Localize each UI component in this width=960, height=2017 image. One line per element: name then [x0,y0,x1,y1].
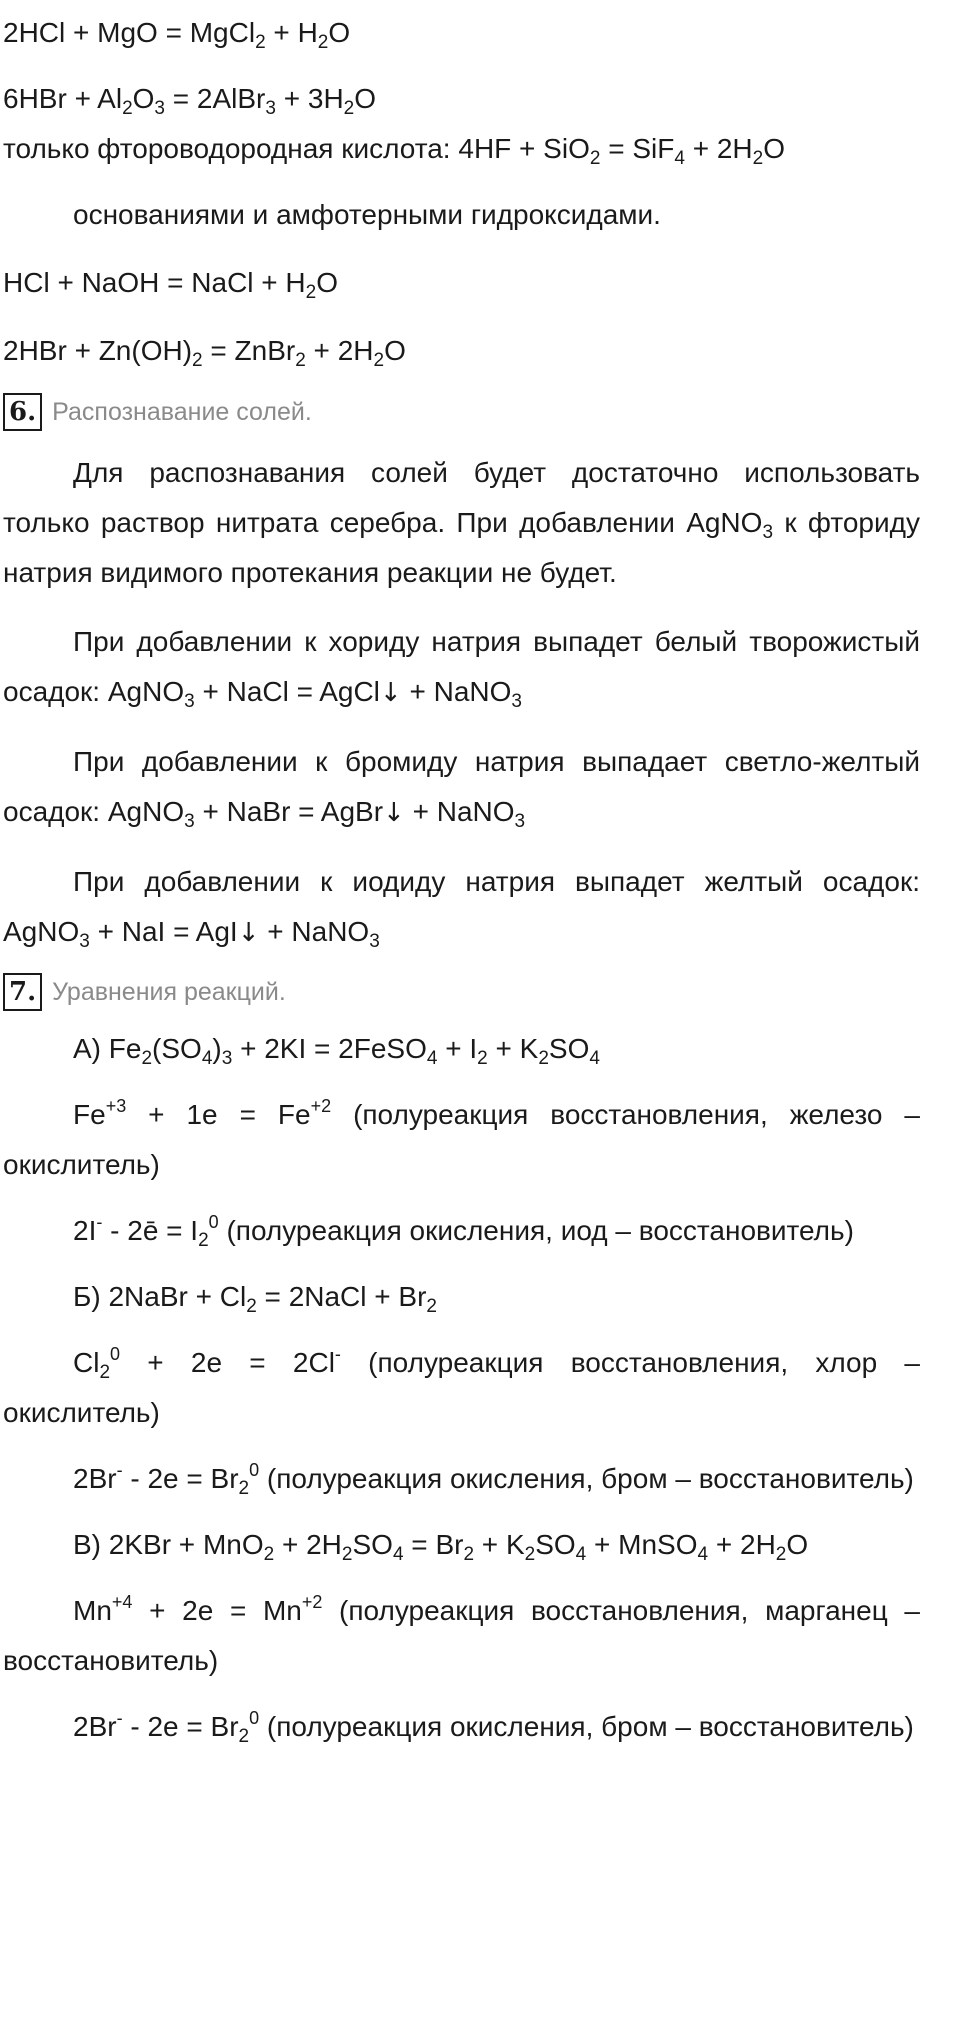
reaction-hcl-naoh [3,258,920,308]
eq-text: + I [437,1033,478,1064]
superscript: +4 [111,1592,133,1612]
eq-text: Б) 2NaBr + Cl [73,1281,247,1312]
half-reaction-iodine [3,1206,920,1256]
equation-b [3,1272,920,1322]
para-text: к фториду натрия видимого протекания реакции не будет. [3,507,920,588]
section-title: Распознавание солей. [52,398,312,426]
subscript: 4 [392,1544,404,1565]
subscript: 2 [343,98,355,119]
subscript: 3 [79,931,90,952]
subscript: 3 [511,691,522,712]
eq-text: O [316,267,338,298]
eq-text: Cl [73,1347,100,1378]
subscript: 4 [575,1544,587,1565]
eq-text: + 2e = Mn [132,1595,302,1626]
subscript: 4 [426,1048,438,1069]
eq-text: = SiF [600,133,675,164]
para-text: + NaBr = AgBr [194,796,384,827]
subscript: 2 [263,1544,275,1565]
half-reaction-fe [3,1090,920,1190]
eq-text: O [354,83,377,114]
subscript: 2 [122,98,133,119]
eq-text: - 2e = Br [122,1463,239,1494]
subscript: 3 [369,931,380,952]
superscript: 0 [110,1344,121,1364]
subscript: 3 [154,98,165,119]
subscript: 3 [265,98,276,119]
subscript: 3 [514,811,526,832]
para-text: При добавлении к иодиду натрия выпадет желтый осадок: AgNO [3,866,920,947]
eq-text: O [786,1529,809,1560]
superscript: - [116,1460,123,1480]
subscript: 2 [524,1544,536,1565]
eq-text: + MnSO [586,1529,698,1560]
eq-text: 2HCl + MgO = MgCl [3,17,256,48]
eq-text: + 2H [305,335,374,366]
eq-text: Fe [73,1099,106,1130]
superscript: 0 [208,1212,219,1232]
eq-text: + K [487,1033,539,1064]
eq-text: В) 2KBr + MnO [73,1529,264,1560]
document-page [0,8,920,1752]
paragraph-nai [3,857,920,958]
eq-text: (полуреакция окисления, бром – восстановитель) [259,1711,914,1742]
superscript: +2 [310,1096,332,1116]
subscript: 4 [697,1544,709,1565]
eq-text: + 2e = 2Cl [120,1347,335,1378]
subscript: 2 [295,350,306,371]
eq-text: O [328,17,351,48]
subscript: 2 [255,32,266,53]
bases-heading-text: основаниями и амфотерными гидроксидами. [73,199,661,230]
para-text: При добавлении к хориду натрия выпадет белый творожистый осадок: AgNO [3,626,920,707]
precipitate-arrow-icon: ↓ [237,918,260,948]
para-text: + NaNO [259,916,370,947]
para-text: + NaCl = AgCl [194,676,380,707]
subscript: 2 [589,148,601,169]
eq-text: = Br [403,1529,464,1560]
subscript: 2 [246,1296,257,1317]
eq-text: (SO [152,1033,202,1064]
reaction-hbr-al2o3 [3,74,920,124]
eq-text: (полуреакция окисления, бром – восстановитель) [259,1463,914,1494]
eq-text: SO [548,1033,590,1064]
section-number-box: 7. [3,973,42,1011]
eq-text: Mn [73,1595,112,1626]
subscript: 4 [589,1048,600,1069]
eq-text: SO [352,1529,393,1560]
subscript: 2 [198,1230,209,1251]
eq-text: - 2ē = I [102,1215,199,1246]
section-title: Уравнения реакций. [52,978,286,1006]
reaction-hcl-mgo [3,8,920,58]
superscript: +3 [105,1096,127,1116]
subscript: 2 [477,1048,488,1069]
eq-text: + 1e = Fe [126,1099,311,1130]
subscript: 2 [426,1296,437,1317]
paragraph-nabr [3,737,920,838]
subscript: 2 [192,350,203,371]
subscript: 3 [762,522,774,543]
eq-text: O [132,83,155,114]
subscript: 2 [238,1478,250,1499]
eq-text: + 3H [275,83,344,114]
eq-text: только фтороводородная кислота: 4HF + SiO [3,133,590,164]
subscript: 2 [317,32,329,53]
para-text: + NaNO [401,676,512,707]
eq-text: А) Fe [73,1033,142,1064]
eq-text: (полуреакция восстановления, хлор – окислитель) [3,1347,921,1428]
paragraph-silver-nitrate [3,448,920,598]
eq-text: = 2NaCl + Br [256,1281,427,1312]
eq-text: O [763,133,785,164]
eq-text: (полуреакция окисления, иод – восстановитель) [218,1215,854,1246]
eq-text: 6HBr + Al [3,83,123,114]
subscript: 2 [341,1544,353,1565]
eq-text: + 2H [274,1529,342,1560]
subscript: 2 [305,282,317,303]
section-7-header [3,970,920,1014]
eq-text: 2HBr + Zn(OH) [3,335,193,366]
eq-text: 2I [73,1215,97,1246]
subscript: 2 [373,350,385,371]
eq-text: ) [212,1033,222,1064]
superscript: +2 [301,1592,323,1612]
para-text: + NaI = AgI [89,916,238,947]
para-text: Для распознавания солей будет достаточно использовать только раствор нитрата серебра. При добавлении AgNO [3,457,920,538]
eq-text: (полуреакция восстановления, марганец – восстановитель) [3,1595,920,1676]
paragraph-nacl [3,617,920,718]
eq-text: O [384,335,406,366]
eq-text: + 2H [708,1529,776,1560]
eq-text: (полуреакция восстановления, железо – окислитель) [3,1099,920,1180]
subscript: 2 [99,1362,111,1383]
subscript: 3 [184,811,195,832]
half-reaction-bromine-b [3,1454,920,1504]
superscript: - [116,1708,123,1728]
subscript: 3 [184,691,195,712]
superscript: 0 [249,1460,260,1480]
half-reaction-chlorine [3,1338,920,1438]
eq-text: 2Br [73,1711,117,1742]
equation-c [3,1520,920,1570]
eq-text: = ZnBr [202,335,296,366]
subscript: 2 [463,1544,475,1565]
subscript: 2 [775,1544,787,1565]
superscript: - [96,1212,103,1232]
eq-text: SO [535,1529,576,1560]
section-6-header [3,390,920,434]
subscript: 2 [238,1726,250,1747]
eq-text: + 2H [684,133,753,164]
subscript: 2 [752,148,764,169]
eq-text: + 2KI = 2FeSO [232,1033,427,1064]
para-text: При добавлении к бромиду натрия выпадает светло-желтый осадок: AgNO [3,746,920,827]
superscript: 0 [249,1708,260,1728]
precipitate-arrow-icon: ↓ [379,678,402,708]
eq-text: 2Br [73,1463,117,1494]
subscript: 4 [674,148,685,169]
precipitate-arrow-icon: ↓ [383,798,405,828]
eq-text: HCl + NaOH = NaCl + H [3,267,306,298]
equation-a [3,1024,920,1074]
subscript: 4 [201,1048,213,1069]
subscript: 2 [538,1048,549,1069]
subscript: 3 [221,1048,233,1069]
para-text: + NaNO [404,796,515,827]
reaction-hf-sio2 [3,124,920,174]
eq-text: = 2AlBr [165,83,266,114]
half-reaction-manganese [3,1586,920,1686]
half-reaction-bromine-c [3,1702,920,1752]
subscript: 2 [141,1048,153,1069]
eq-text: - 2e = Br [122,1711,239,1742]
reaction-hbr-znoh2 [3,326,920,376]
eq-text: + K [474,1529,525,1560]
eq-text: + H [265,17,318,48]
section-number-box: 6. [3,393,42,431]
superscript: - [334,1344,341,1364]
